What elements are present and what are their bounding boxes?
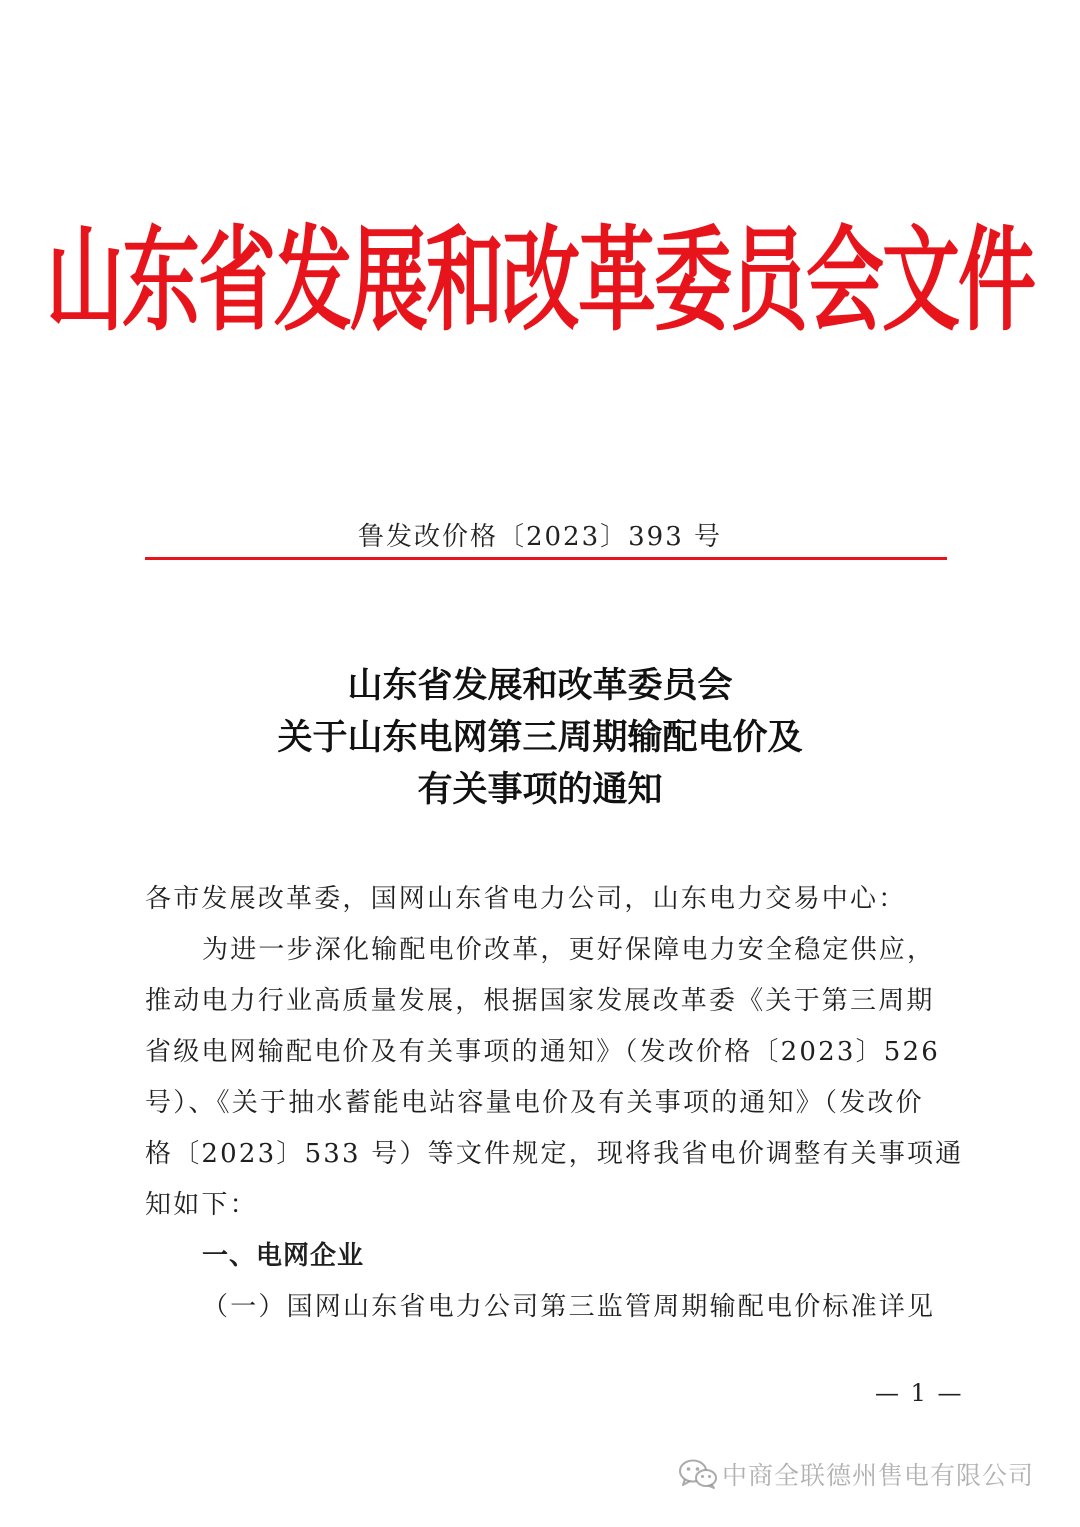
addressee-line: 各市发展改革委，国网山东省电力公司，山东电力交易中心：: [145, 884, 907, 914]
notice-title-line: 有关事项的通知: [417, 769, 663, 810]
document-number: 鲁发改价格〔2023〕393 号: [357, 522, 723, 552]
watermark: [678, 1456, 1034, 1492]
body-line: （一）国网山东省电力公司第三监管周期输配电价标准详见: [202, 1292, 936, 1322]
notice-title-line: 关于山东电网第三周期输配电价及: [277, 717, 803, 758]
document-header-title: 山东省发展和改革委员会文件: [45, 216, 1034, 347]
notice-body: [145, 874, 964, 1333]
body-line: 为进一步深化输配电价改革，更好保障电力安全稳定供应，: [202, 935, 936, 965]
notice-title-line: 山东省发展和改革委员会: [347, 665, 733, 706]
section-heading: 一、电网企业: [202, 1241, 365, 1271]
body-line: 推动电力行业高质量发展，根据国家发展改革委《关于第三周期: [145, 986, 935, 1016]
header-divider-line: [145, 557, 947, 560]
wechat-icon: [678, 1458, 718, 1490]
body-line: 知如下：: [145, 1190, 258, 1220]
watermark-text: 中商全联德州售电有限公司: [722, 1461, 1035, 1490]
body-line: 号）、《关于抽水蓄能电站容量电价及有关事项的通知》（发改价: [145, 1088, 924, 1118]
body-line: 省级电网输配电价及有关事项的通知》（发改价格〔2023〕526: [145, 1037, 940, 1067]
notice-title: [0, 660, 1080, 816]
body-line: 格〔2023〕533 号）等文件规定，现将我省电价调整有关事项通: [145, 1139, 964, 1169]
page-number: — 1 —: [875, 1379, 964, 1407]
